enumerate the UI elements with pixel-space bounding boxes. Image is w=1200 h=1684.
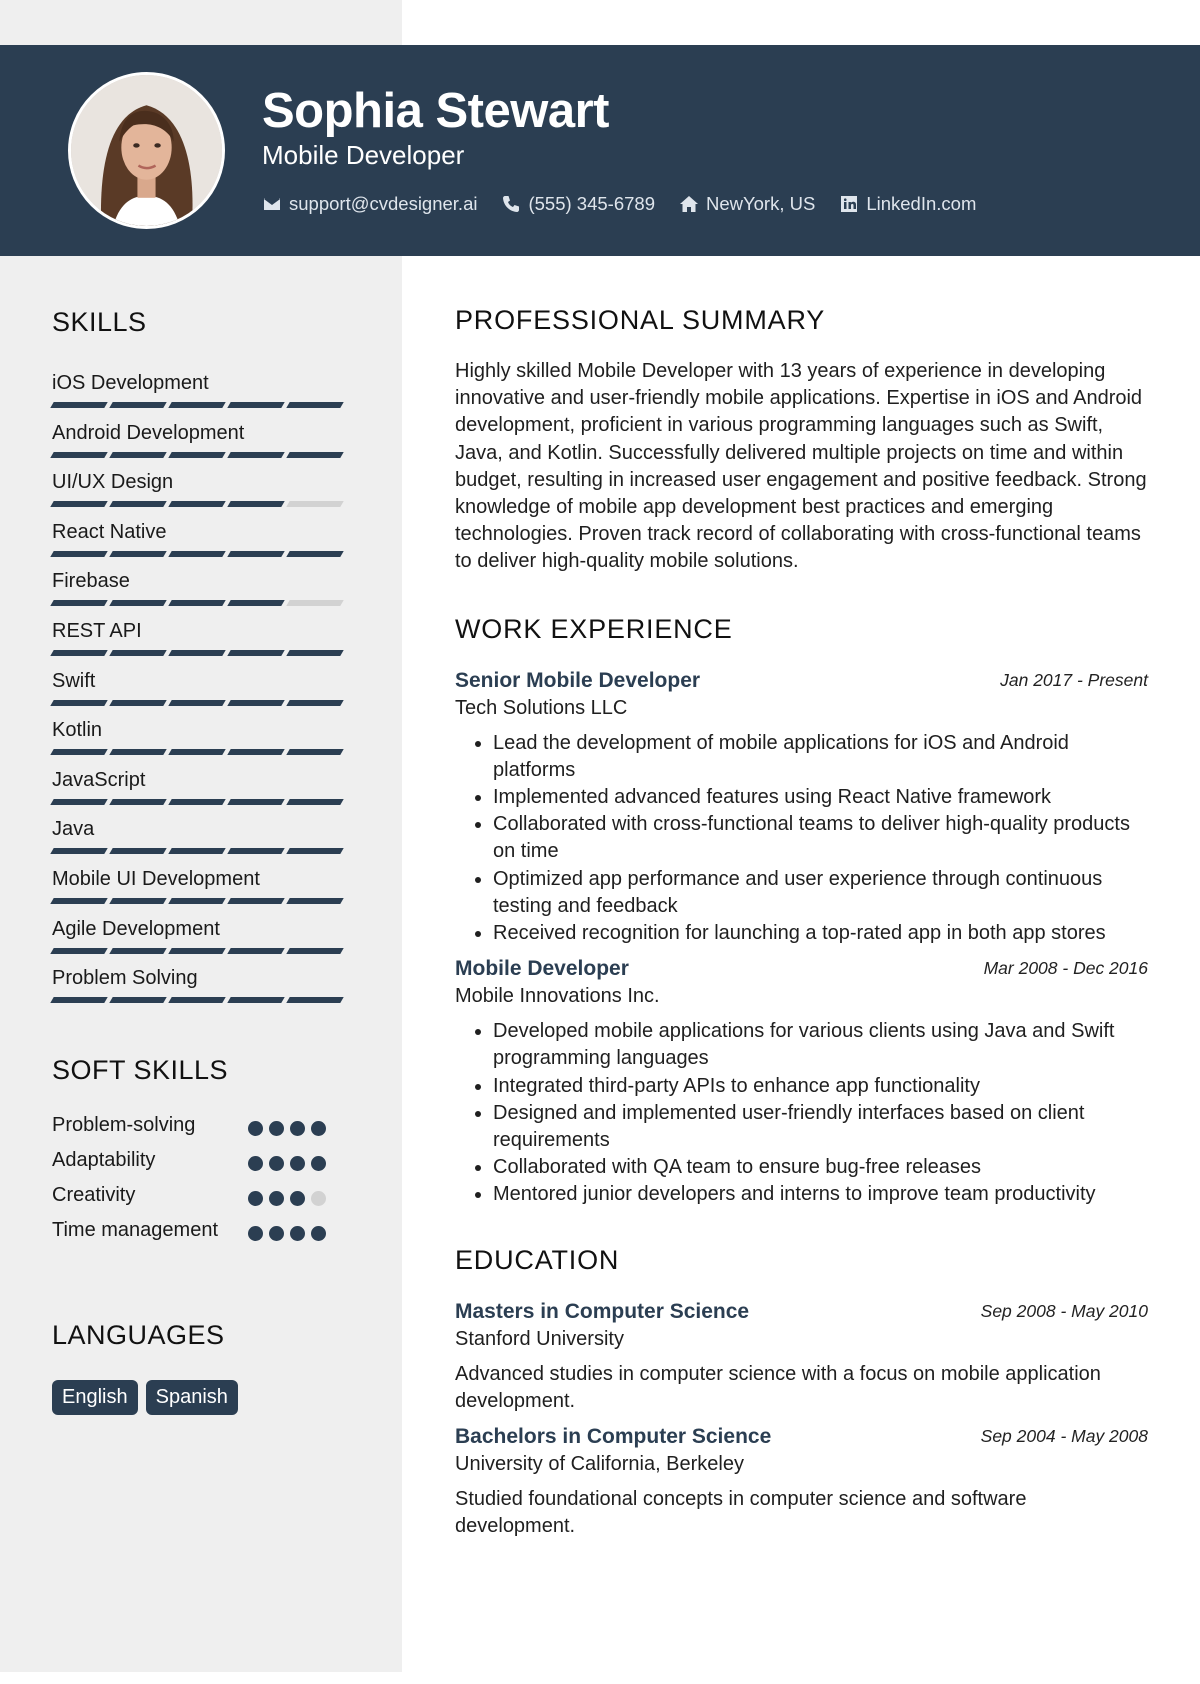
rating-dot bbox=[269, 1226, 284, 1241]
education-list bbox=[455, 1298, 1148, 1541]
skill-level-segment bbox=[286, 749, 343, 755]
contact-location bbox=[679, 193, 815, 215]
rating-dot bbox=[269, 1156, 284, 1171]
job-bullet: • Optimized app performance and user experience through continuous testing and feedback bbox=[493, 866, 1148, 920]
soft-skill-rating bbox=[248, 1226, 332, 1241]
education-entry bbox=[455, 1298, 1148, 1415]
job-bullet: • Implemented advanced features using React Native framework bbox=[493, 784, 1148, 811]
skill-item bbox=[52, 416, 348, 466]
skill-level-segment bbox=[109, 948, 166, 954]
skill-level-bar bbox=[52, 650, 347, 656]
skill-level-segment bbox=[168, 402, 225, 408]
skill-level-segment bbox=[227, 948, 284, 954]
email-text: support@cvdesigner.ai bbox=[289, 193, 478, 214]
languages-heading: LANGUAGES bbox=[52, 1320, 225, 1350]
resume-header bbox=[0, 45, 1200, 256]
job-dates: Mar 2008 - Dec 2016 bbox=[983, 958, 1148, 979]
skill-name: Swift bbox=[52, 669, 96, 692]
skill-level-segment bbox=[109, 501, 166, 507]
linkedin-text: LinkedIn.com bbox=[866, 193, 977, 214]
skill-level-segment bbox=[227, 749, 284, 755]
education-description: Studied foundational concepts in computer science and software development. bbox=[455, 1488, 1027, 1538]
job-entry bbox=[455, 955, 1148, 1208]
job-title: Senior Mobile Developer bbox=[455, 668, 701, 692]
soft-skill-name: Adaptability bbox=[52, 1149, 156, 1171]
skill-level-segment bbox=[286, 997, 343, 1003]
skill-level-segment bbox=[50, 501, 107, 507]
skill-level-segment bbox=[168, 799, 225, 805]
skill-level-segment bbox=[109, 898, 166, 904]
company-name: Mobile Innovations Inc. bbox=[455, 985, 660, 1008]
skill-item bbox=[52, 564, 348, 614]
skill-level-segment bbox=[168, 650, 225, 656]
skill-level-segment bbox=[286, 848, 343, 854]
skill-level-segment bbox=[50, 848, 107, 854]
skill-name: REST API bbox=[52, 619, 142, 642]
soft-skill-item bbox=[52, 1217, 352, 1279]
skill-level-segment bbox=[50, 997, 107, 1003]
skill-level-bar bbox=[52, 848, 347, 854]
education-dates: Sep 2004 - May 2008 bbox=[980, 1426, 1148, 1447]
job-bullet: • Collaborated with QA team to ensure bug-free releases bbox=[493, 1154, 1148, 1181]
skill-item bbox=[52, 812, 348, 862]
company-name: Tech Solutions LLC bbox=[455, 696, 628, 719]
soft-skills-list bbox=[52, 1112, 352, 1279]
skill-level-bar bbox=[52, 551, 347, 557]
skill-level-segment bbox=[50, 749, 107, 755]
school-name: University of California, Berkeley bbox=[455, 1453, 744, 1476]
skill-level-segment bbox=[168, 997, 225, 1003]
skill-item bbox=[52, 366, 348, 416]
experience-heading: WORK EXPERIENCE bbox=[455, 613, 733, 644]
skill-level-segment bbox=[168, 600, 225, 606]
skill-item bbox=[52, 614, 348, 664]
skill-level-segment bbox=[109, 402, 166, 408]
contact-phone[interactable] bbox=[501, 193, 655, 215]
rating-dot bbox=[248, 1156, 263, 1171]
summary-text: Highly skilled Mobile Developer with 13 years of experience in developing innovative and user-friendly mobile applications. Expertise in iOS and Android development, proficient in various programming languages such as Swift, Java, and Kotlin. Successfully delivered multiple projects on time and within budget, resulting in increased user engagement and positive feedback. Strong knowledge of mobile app development best practices and emerging technologies. Proven track record of collaborating with cross-functional teams to deliver high-quality mobile solutions. bbox=[455, 360, 1147, 573]
envelope-icon bbox=[262, 194, 282, 214]
skill-level-segment bbox=[286, 948, 343, 954]
skill-item bbox=[52, 763, 348, 813]
skill-level-segment bbox=[50, 700, 107, 706]
skill-level-segment bbox=[227, 700, 284, 706]
skill-level-segment bbox=[168, 551, 225, 557]
skill-level-bar bbox=[52, 997, 347, 1003]
skill-item bbox=[52, 664, 348, 714]
skill-level-bar bbox=[52, 799, 347, 805]
education-dates: Sep 2008 - May 2010 bbox=[980, 1300, 1148, 1321]
skill-level-segment bbox=[286, 501, 343, 507]
skill-level-segment bbox=[286, 898, 343, 904]
skill-level-segment bbox=[109, 799, 166, 805]
skill-level-bar bbox=[52, 700, 347, 706]
skill-level-segment bbox=[286, 551, 343, 557]
rating-dot bbox=[311, 1156, 326, 1171]
skill-name: Java bbox=[52, 818, 95, 841]
skill-level-segment bbox=[168, 948, 225, 954]
phone-text: (555) 345-6789 bbox=[528, 193, 655, 214]
skill-level-segment bbox=[109, 848, 166, 854]
home-icon bbox=[679, 194, 699, 214]
school-name: Stanford University bbox=[455, 1327, 624, 1350]
job-bullet: • Collaborated with cross-functional teams to deliver high-quality products on time bbox=[493, 811, 1148, 865]
skill-level-segment bbox=[109, 997, 166, 1003]
soft-skill-rating bbox=[248, 1121, 332, 1136]
soft-skill-item bbox=[52, 1182, 352, 1217]
rating-dot bbox=[248, 1121, 263, 1136]
candidate-name: Sophia Stewart bbox=[262, 84, 609, 138]
skill-name: Agile Development bbox=[52, 917, 220, 940]
skill-level-segment bbox=[50, 650, 107, 656]
skill-level-bar bbox=[52, 898, 347, 904]
job-bullet: • Developed mobile applications for various clients using Java and Swift programming languages bbox=[493, 1018, 1148, 1072]
skill-level-segment bbox=[168, 700, 225, 706]
summary-heading: PROFESSIONAL SUMMARY bbox=[455, 305, 826, 335]
skills-heading: SKILLS bbox=[52, 307, 147, 337]
rating-dot bbox=[311, 1121, 326, 1136]
skill-item bbox=[52, 862, 348, 912]
skill-item bbox=[52, 465, 348, 515]
rating-dot bbox=[290, 1121, 305, 1136]
skill-level-segment bbox=[50, 452, 107, 458]
skill-name: React Native bbox=[52, 520, 167, 543]
language-badge: English bbox=[52, 1380, 138, 1415]
experience-list bbox=[455, 667, 1148, 1209]
rating-dot bbox=[290, 1156, 305, 1171]
skill-level-segment bbox=[109, 749, 166, 755]
skill-level-segment bbox=[286, 600, 343, 606]
skill-level-segment bbox=[227, 402, 284, 408]
job-bullet: • Lead the development of mobile applications for iOS and Android platforms bbox=[493, 730, 1148, 784]
rating-dot bbox=[311, 1191, 326, 1206]
skill-level-segment bbox=[286, 700, 343, 706]
education-heading: EDUCATION bbox=[455, 1244, 620, 1275]
contact-email[interactable] bbox=[262, 193, 477, 215]
skill-name: Mobile UI Development bbox=[52, 867, 260, 890]
skill-item bbox=[52, 961, 348, 1011]
skill-level-segment bbox=[286, 799, 343, 805]
skill-level-bar bbox=[52, 501, 347, 507]
skill-level-bar bbox=[52, 402, 347, 408]
skill-level-segment bbox=[286, 402, 343, 408]
soft-skill-item bbox=[52, 1112, 352, 1147]
skill-level-bar bbox=[52, 749, 347, 755]
phone-icon bbox=[501, 194, 521, 214]
soft-skill-rating bbox=[248, 1191, 332, 1206]
skill-level-bar bbox=[52, 452, 347, 458]
skill-level-segment bbox=[227, 600, 284, 606]
skill-level-segment bbox=[109, 551, 166, 557]
main-content bbox=[455, 305, 1148, 1540]
skill-level-segment bbox=[227, 452, 284, 458]
skill-name: Problem Solving bbox=[52, 967, 198, 990]
degree-title: Bachelors in Computer Science bbox=[455, 1425, 772, 1449]
rating-dot bbox=[269, 1121, 284, 1136]
soft-skills-heading: SOFT SKILLS bbox=[52, 1055, 229, 1085]
skill-name: UI/UX Design bbox=[52, 471, 174, 494]
skill-level-segment bbox=[50, 402, 107, 408]
skill-level-segment bbox=[227, 848, 284, 854]
linkedin-icon bbox=[839, 194, 859, 214]
soft-skill-item bbox=[52, 1147, 352, 1182]
job-bullet: • Mentored junior developers and interns to improve team productivity bbox=[493, 1181, 1148, 1208]
job-bullet: • Integrated third-party APIs to enhance app functionality bbox=[493, 1073, 1148, 1100]
skill-level-segment bbox=[227, 551, 284, 557]
skill-level-segment bbox=[50, 898, 107, 904]
rating-dot bbox=[311, 1226, 326, 1241]
languages-list bbox=[52, 1380, 246, 1415]
skill-level-segment bbox=[109, 700, 166, 706]
candidate-title: Mobile Developer bbox=[262, 140, 465, 170]
skill-level-segment bbox=[168, 898, 225, 904]
skill-name: Android Development bbox=[52, 421, 245, 444]
job-bullet: • Received recognition for launching a top-rated app in both app stores bbox=[493, 920, 1148, 947]
skill-level-segment bbox=[286, 452, 343, 458]
skill-level-segment bbox=[50, 948, 107, 954]
skill-level-segment bbox=[227, 650, 284, 656]
education-description: Advanced studies in computer science with a focus on mobile application development. bbox=[455, 1362, 1101, 1412]
language-badge: Spanish bbox=[146, 1380, 238, 1415]
skill-level-segment bbox=[109, 600, 166, 606]
contact-info bbox=[262, 191, 1000, 217]
job-entry bbox=[455, 667, 1148, 948]
skill-name: Firebase bbox=[52, 570, 130, 593]
skill-level-segment bbox=[109, 452, 166, 458]
contact-linkedin[interactable] bbox=[839, 193, 976, 215]
skills-list bbox=[52, 366, 348, 1011]
skill-level-segment bbox=[227, 799, 284, 805]
skill-level-segment bbox=[50, 551, 107, 557]
skill-level-segment bbox=[109, 650, 166, 656]
skill-level-segment bbox=[227, 898, 284, 904]
skill-level-segment bbox=[168, 848, 225, 854]
skill-level-bar bbox=[52, 948, 347, 954]
soft-skill-name: Time management bbox=[52, 1219, 218, 1241]
rating-dot bbox=[290, 1226, 305, 1241]
skill-level-segment bbox=[50, 799, 107, 805]
degree-title: Masters in Computer Science bbox=[455, 1299, 750, 1323]
skill-level-segment bbox=[168, 501, 225, 507]
skill-level-segment bbox=[286, 650, 343, 656]
rating-dot bbox=[248, 1226, 263, 1241]
soft-skill-rating bbox=[248, 1156, 332, 1171]
skill-level-bar bbox=[52, 600, 347, 606]
skill-level-segment bbox=[168, 452, 225, 458]
rating-dot bbox=[248, 1191, 263, 1206]
skill-item bbox=[52, 515, 348, 565]
skill-level-segment bbox=[168, 749, 225, 755]
job-bullets bbox=[455, 1018, 1148, 1208]
skill-name: Kotlin bbox=[52, 719, 103, 742]
skill-level-segment bbox=[227, 997, 284, 1003]
education-entry bbox=[455, 1423, 1148, 1540]
soft-skill-name: Problem-solving bbox=[52, 1114, 196, 1136]
skill-name: iOS Development bbox=[52, 372, 209, 394]
job-dates: Jan 2017 - Present bbox=[1000, 669, 1148, 690]
job-title: Mobile Developer bbox=[455, 957, 629, 981]
soft-skill-name: Creativity bbox=[52, 1184, 136, 1206]
skill-level-segment bbox=[50, 600, 107, 606]
job-bullet: • Designed and implemented user-friendly interfaces based on client requirements bbox=[493, 1100, 1148, 1154]
skill-item bbox=[52, 713, 348, 763]
job-bullets bbox=[455, 730, 1148, 948]
profile-photo bbox=[71, 75, 222, 226]
skill-item bbox=[52, 912, 348, 962]
rating-dot bbox=[269, 1191, 284, 1206]
location-text: NewYork, US bbox=[705, 193, 816, 214]
rating-dot bbox=[290, 1191, 305, 1206]
avatar bbox=[68, 72, 225, 229]
skill-name: JavaScript bbox=[52, 768, 146, 791]
skill-level-segment bbox=[227, 501, 284, 507]
